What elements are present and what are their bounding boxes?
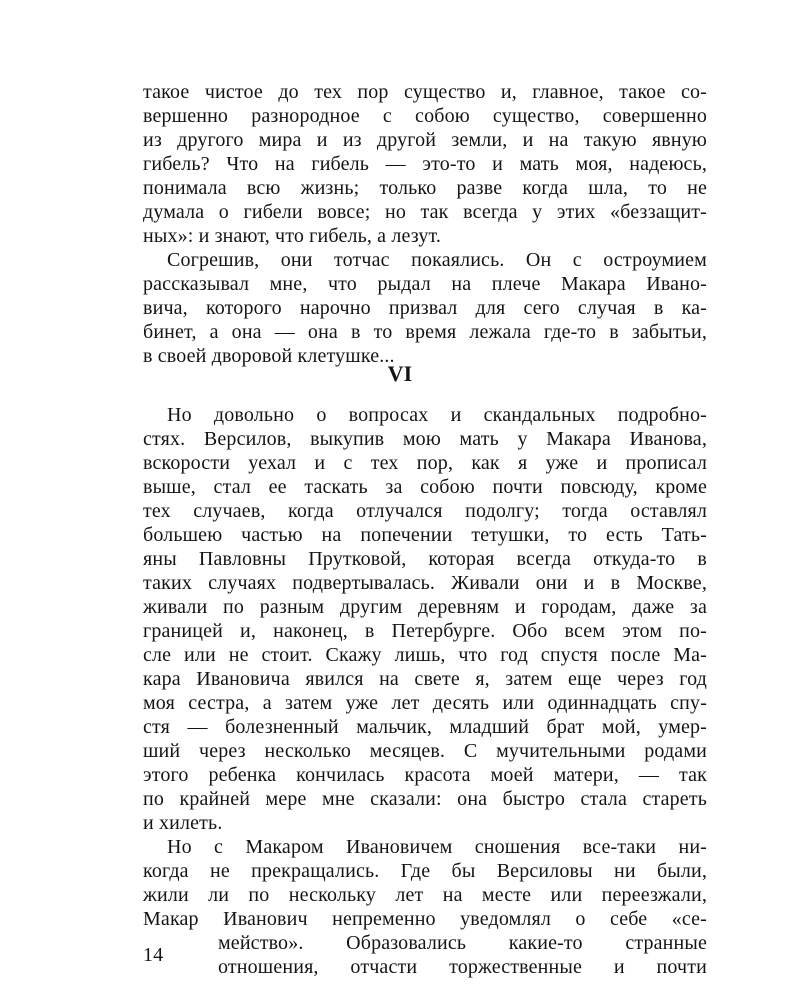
text-line: ных»: и знают, что гибель, а лезут. <box>143 225 442 247</box>
text-line: думала о гибели вовсе; но так всегда у этих «беззащит- <box>143 201 707 223</box>
text-line: гибель? Что на гибель — это-то и мать моя, надеюсь, <box>143 153 707 175</box>
text-line: этого ребенка кончилась красота моей матери, — так <box>143 764 707 786</box>
page-number: 14 <box>143 944 164 966</box>
text-line: живали по разным другим деревням и городам, даже за <box>143 596 707 618</box>
text-line: стях. Версилов, выкупив мою мать у Макара Иванова, <box>143 428 707 450</box>
text-line: кара Ивановича явился на свете я, затем еще через год <box>143 668 707 690</box>
text-line: бинет, а она — она в то время лежала где-то в забытьи, <box>143 321 707 343</box>
text-line: отношения, отчасти торжественные и почти <box>218 956 707 978</box>
text-line: Согрешив, они тотчас покаялись. Он с остроумием <box>167 249 707 271</box>
text-line: стя — болезненный мальчик, младший брат мой, умер- <box>143 716 707 738</box>
text-line: мейство». Образовались какие-то странные <box>218 932 707 954</box>
text-line: жили ли по нескольку лет на месте или переезжали, <box>143 884 707 906</box>
text-line: тех случаев, когда отлучался подолгу; тогда оставлял <box>143 500 707 522</box>
section-heading: VI <box>387 361 413 386</box>
text-line: яны Павловны Прутковой, которая всегда откуда-то в <box>143 548 707 570</box>
text-line: большею частью на попечении тетушки, то есть Тать- <box>143 524 707 546</box>
text-line: ший через несколько месяцев. С мучительными родами <box>143 740 707 762</box>
text-line: по крайней мере мне сказали: она быстро стала стареть <box>143 788 707 810</box>
text-line: вскорости уехал и с тех пор, как я уже и прописал <box>143 452 707 474</box>
text-line: границей и, наконец, в Петербурге. Обо всем этом по- <box>143 620 707 642</box>
text-line: Но с Макаром Ивановичем сношения все-таки ни- <box>167 836 707 858</box>
text-line: моя сестра, а затем уже лет десять или одиннадцать спу- <box>143 692 707 714</box>
text-line: и хилеть. <box>143 812 223 834</box>
text-line: вича, которого нарочно призвал для сего случая в ка- <box>143 297 707 319</box>
text-line: из другого мира и из другой земли, и на такую явную <box>143 129 707 151</box>
text-line: таких случаях подвертывалась. Живали они и в Москве, <box>143 572 707 594</box>
text-line: в своей дворовой клетушке... <box>143 345 395 367</box>
text-line: Макар Иванович непременно уведомлял о себе «се- <box>143 908 707 930</box>
text-line: выше, стал ее таскать за собою почти повсюду, кроме <box>143 476 707 498</box>
text-line: Но довольно о вопросах и скандальных подробно- <box>167 404 707 426</box>
text-line: сле или не стоит. Скажу лишь, что год спустя после Ма- <box>143 644 707 666</box>
text-line: когда не прекращались. Где бы Версиловы ни были, <box>143 860 707 882</box>
text-line: такое чистое до тех пор существо и, главное, такое со- <box>143 81 707 103</box>
text-line: вершенно разнородное с собою существо, совершенно <box>143 105 707 127</box>
text-line: рассказывал мне, что рыдал на плече Макара Ивано- <box>143 273 707 295</box>
text-line: понимала всю жизнь; только разве когда шла, то не <box>143 177 707 199</box>
